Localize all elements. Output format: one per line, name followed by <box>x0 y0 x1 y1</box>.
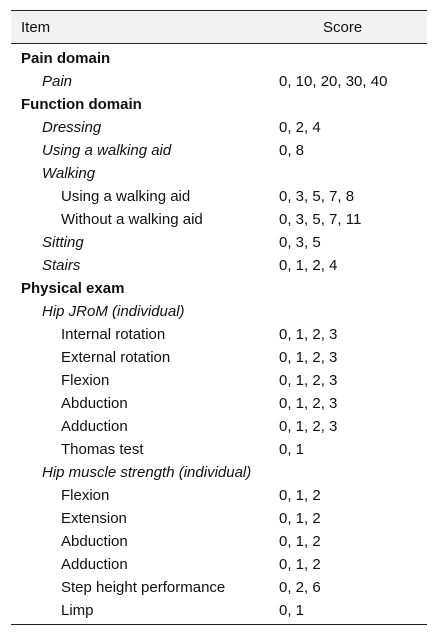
row-item: Function domain <box>21 96 142 113</box>
table-row <box>11 392 427 415</box>
row-item: Walking <box>42 165 96 182</box>
row-score: 0, 1, 2, 4 <box>279 257 338 274</box>
table-row <box>11 300 427 323</box>
row-item: Adduction <box>61 418 128 435</box>
row-item: Stairs <box>42 257 81 274</box>
row-score: 0, 1, 2, 3 <box>279 418 338 435</box>
table-row <box>11 254 427 277</box>
row-score: 0, 3, 5 <box>279 234 321 251</box>
row-item: Thomas test <box>61 441 144 458</box>
table-row <box>11 323 427 346</box>
table-row <box>11 70 427 93</box>
row-score: 0, 2, 6 <box>279 579 321 596</box>
section-row <box>11 47 427 70</box>
row-score: 0, 10, 20, 30, 40 <box>279 73 388 90</box>
table-row <box>11 231 427 254</box>
row-item: Internal rotation <box>61 326 166 343</box>
row-score: 0, 1, 2 <box>279 556 321 573</box>
row-score: 0, 1 <box>279 602 305 619</box>
header-score: Score <box>323 19 363 36</box>
row-item: Using a walking aid <box>42 142 172 159</box>
row-score: 0, 1, 2 <box>279 487 321 504</box>
header-item: Item <box>21 19 51 36</box>
table-row <box>11 346 427 369</box>
table-row <box>11 599 427 622</box>
row-item: Dressing <box>42 119 102 136</box>
table-row <box>11 162 427 185</box>
row-item: Without a walking aid <box>61 211 203 228</box>
row-item: Flexion <box>61 372 110 389</box>
row-item: Flexion <box>61 487 110 504</box>
row-item: Physical exam <box>21 280 125 297</box>
row-item: Extension <box>61 510 127 527</box>
row-item: External rotation <box>61 349 171 366</box>
table-row <box>11 185 427 208</box>
row-score: 0, 8 <box>279 142 305 159</box>
row-item: Using a walking aid <box>61 188 191 205</box>
table-row <box>11 369 427 392</box>
row-score: 0, 1, 2, 3 <box>279 395 338 412</box>
row-item: Step height performance <box>61 579 226 596</box>
row-item: Abduction <box>61 533 128 550</box>
table-header <box>11 11 427 44</box>
section-row <box>11 277 427 300</box>
table-row <box>11 553 427 576</box>
row-item: Pain <box>42 73 73 90</box>
table-row <box>11 530 427 553</box>
table-body <box>11 44 427 622</box>
row-score: 0, 1, 2, 3 <box>279 326 338 343</box>
row-score: 0, 1, 2, 3 <box>279 372 338 389</box>
row-score: 0, 1, 2 <box>279 510 321 527</box>
table-row <box>11 415 427 438</box>
row-item: Sitting <box>42 234 84 251</box>
table-row <box>11 576 427 599</box>
row-item: Abduction <box>61 395 128 412</box>
table-row <box>11 139 427 162</box>
row-item: Pain domain <box>21 50 111 67</box>
table-row <box>11 507 427 530</box>
table-row <box>11 116 427 139</box>
table-row <box>11 484 427 507</box>
row-item: Adduction <box>61 556 128 573</box>
score-table <box>11 10 427 625</box>
row-item: Limp <box>61 602 94 619</box>
row-score: 0, 1, 2 <box>279 533 321 550</box>
table-row <box>11 208 427 231</box>
row-score: 0, 3, 5, 7, 11 <box>279 211 362 228</box>
table-bottom-rule <box>11 624 427 625</box>
row-score: 0, 2, 4 <box>279 119 321 136</box>
row-item: Hip muscle strength (individual) <box>42 464 252 481</box>
row-score: 0, 1, 2, 3 <box>279 349 338 366</box>
row-score: 0, 1 <box>279 441 305 458</box>
row-item: Hip JRoM (individual) <box>42 303 185 320</box>
table-row <box>11 438 427 461</box>
row-score: 0, 3, 5, 7, 8 <box>279 188 355 205</box>
table-row <box>11 461 427 484</box>
section-row <box>11 93 427 116</box>
